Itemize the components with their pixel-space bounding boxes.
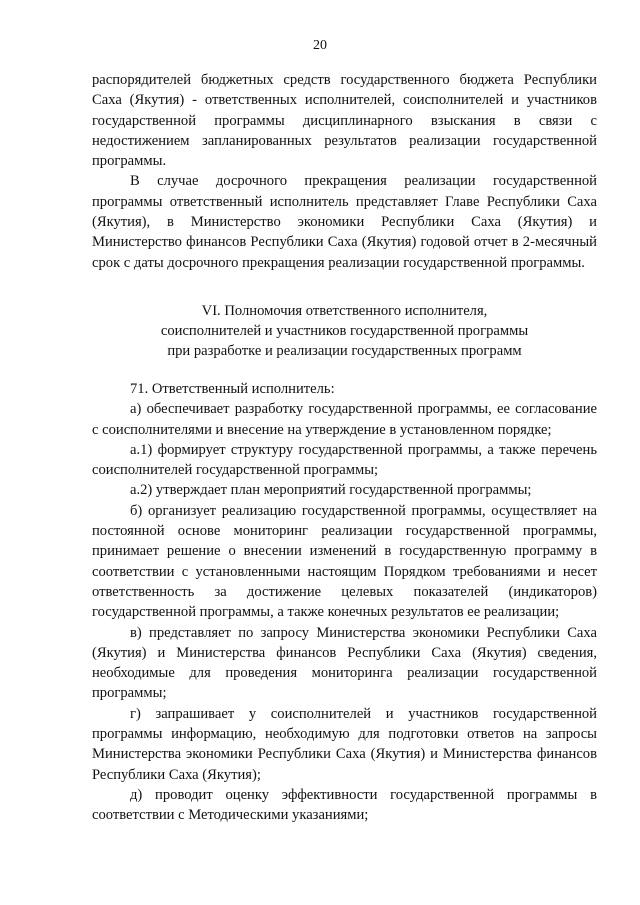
paragraph-early-termination: В случае досрочного прекращения реализации государственной программы ответственный исполнитель представляет Главе Республики Саха (Якутия), в Министерство экономики Республики Саха (Якутия) и Министерство финансов Республики Саха (Якутия) годовой отчет в 2-месячный срок с даты досрочного прекращения реализации государственной программы. [92,173,597,271]
section-heading-line-2: соисполнителей и участников государственной программы [160,322,529,339]
clause-71-heading: 71. Ответственный исполнитель: [130,380,335,397]
paragraph-continuation: распорядителей бюджетных средств государственного бюджета Республики Саха (Якутия) - ответственных исполнителей, соисполнителей и участников государственной программы дисциплинарного взыскания в связи с недостижением запланированных результатов реализации государственной программы. [92,72,597,170]
section-heading [92,301,597,361]
clause-g: г) запрашивает у соисполнителей и участников государственной программы информацию, необходимую для подготовки ответов на запросы Министерства экономики Республики Саха (Якутия) и Министерства финансов Республики Саха (Якутия); [92,705,597,783]
clause-d: д) проводит оценку эффективности государственной программы в соответствии с Методическими указаниями; [92,786,597,824]
clause-v: в) представляет по запросу Министерства экономики Республики Саха (Якутия) и Министерства финансов Республики Саха (Якутия) сведения, необходимые для проведения мониторинга реализации государственной программы; [92,624,597,702]
page-number: 20 [313,38,327,53]
clause-a: а) обеспечивает разработку государственной программы, ее согласование с соисполнителями и внесение на утверждение в установленном порядке; [92,401,597,438]
clause-a1: а.1) формирует структуру государственной программы, а также перечень соисполнителей государственной программы; [92,441,597,479]
document-body [92,70,597,826]
clause-a2: а.2) утверждает план мероприятий государственной программы; [130,482,532,499]
section-heading-line-1: VI. Полномочия ответственного исполнителя, [201,302,488,319]
clause-b: б) организует реализацию государственной программы, осуществляет на постоянной основе мониторинг реализации государственной программы, принимает решение о внесении изменений в государственную программу в соответствии с установленными настоящим Порядком требованиями и несет ответственность за достижение целевых показателей (индикаторов) государственной программы, а также конечных результатов ее реализации; [92,502,597,621]
section-heading-line-3: при разработке и реализации государственных программ [167,342,522,359]
